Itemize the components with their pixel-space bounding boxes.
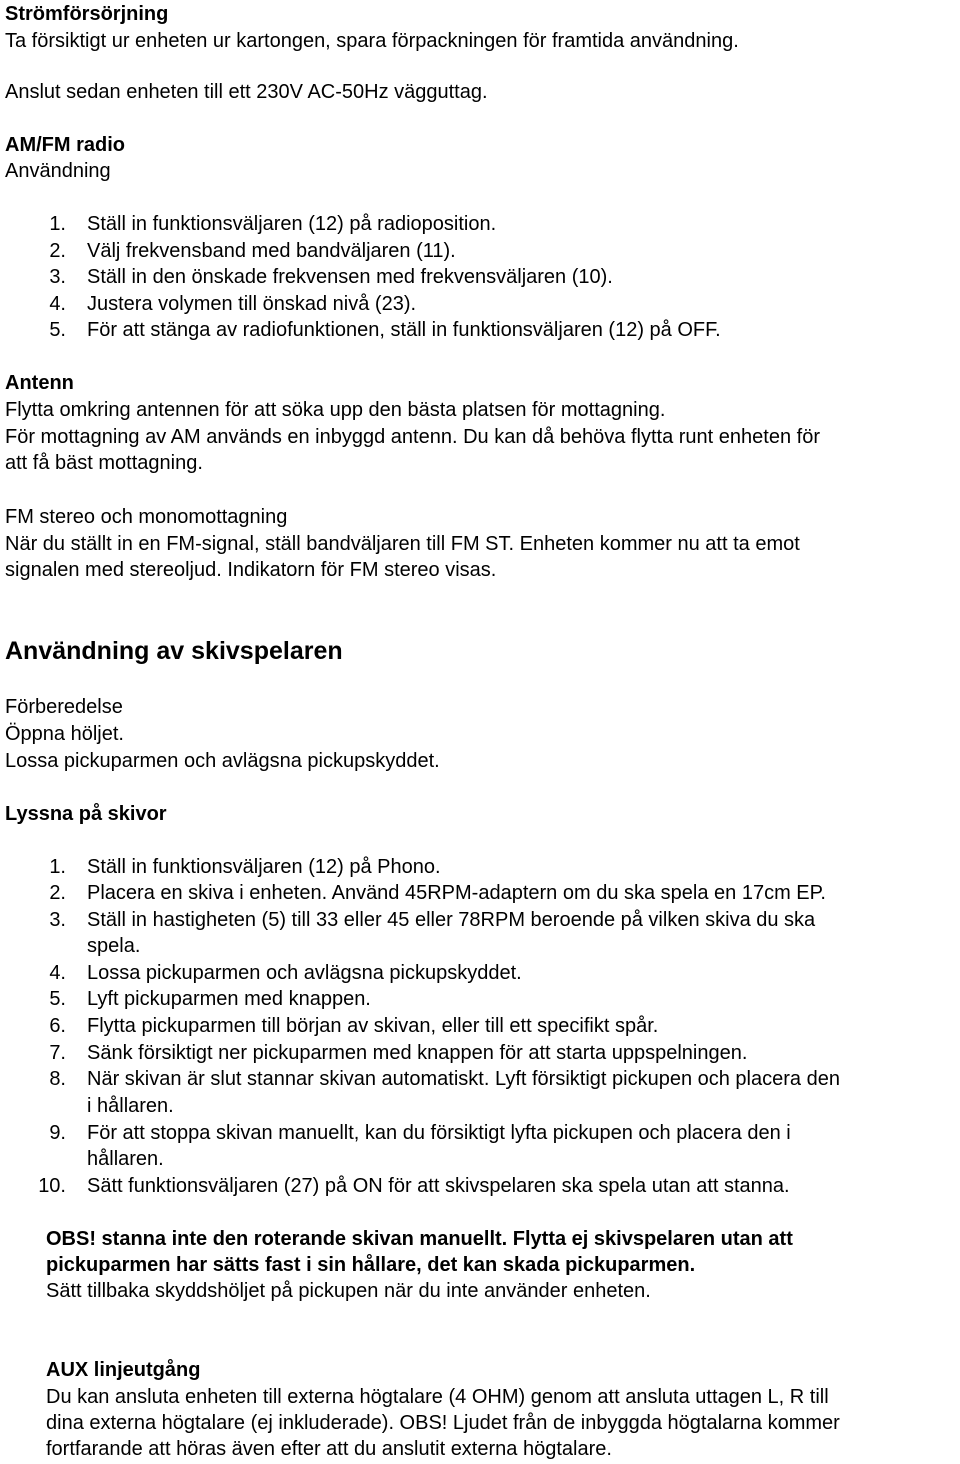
turntable-step-text: Sätt funktionsväljaren (27) på ON för att skivspelaren ska spela utan att stanna. <box>87 1175 790 1197</box>
fm-heading: FM stereo och monomottagning <box>5 506 288 528</box>
turntable-step-number: 10. <box>38 1175 66 1197</box>
turntable-step-text: Flytta pickuparmen till början av skivan, eller till ett specifikt spår. <box>87 1015 659 1037</box>
turntable-step-text: När skivan är slut stannar skivan automatiskt. Lyft försiktigt pickupen och placera den <box>87 1068 840 1090</box>
turntable-step-text: Ställ in funktionsväljaren (12) på Phono. <box>87 856 441 878</box>
turntable-step-number: 3. <box>49 909 66 931</box>
fm-line-1: När du ställt in en FM-signal, ställ bandväljaren till FM ST. Enheten kommer nu att ta emot <box>5 533 800 555</box>
turntable-step-continuation: hållaren. <box>87 1148 164 1170</box>
radio-step-number: 4. <box>49 293 66 315</box>
turntable-step-number: 9. <box>49 1122 66 1144</box>
radio-step-number: 3. <box>49 266 66 288</box>
radio-step-text: Justera volymen till önskad nivå (23). <box>87 293 417 315</box>
turntable-step-number: 1. <box>49 856 66 878</box>
antenna-line-2: För mottagning av AM används en inbyggd antenn. Du kan då behöva flytta runt enheten för <box>5 426 820 448</box>
aux-line-2: dina externa högtalare (ej inkluderade). OBS! Ljudet från de inbyggda högtalarna kommer <box>46 1412 840 1434</box>
warning-line-3: Sätt tillbaka skyddshöljet på pickupen när du inte använder enheten. <box>46 1280 651 1302</box>
turntable-step-number: 5. <box>49 988 66 1010</box>
radio-step-number: 2. <box>49 240 66 262</box>
radio-step-number: 5. <box>49 319 66 341</box>
radio-step-text: Ställ in den önskade frekvensen med frekvensväljaren (10). <box>87 266 613 288</box>
turntable-step-continuation: spela. <box>87 935 141 957</box>
prep-line-2: Lossa pickuparmen och avlägsna pickupskyddet. <box>5 750 440 772</box>
aux-line-1: Du kan ansluta enheten till externa högtalare (4 OHM) genom att ansluta uttagen L, R till <box>46 1386 829 1408</box>
radio-step-number: 1. <box>49 213 66 235</box>
turntable-step-number: 4. <box>49 962 66 984</box>
radio-step-text: Välj frekvensband med bandväljaren (11). <box>87 240 456 262</box>
prep-heading: Förberedelse <box>5 696 123 718</box>
turntable-step-text: Lossa pickuparmen och avlägsna pickupskyddet. <box>87 962 522 984</box>
prep-line-1: Öppna höljet. <box>5 723 124 745</box>
turntable-step-number: 8. <box>49 1068 66 1090</box>
listen-heading: Lyssna på skivor <box>5 803 167 825</box>
turntable-step-number: 7. <box>49 1042 66 1064</box>
antenna-line-1: Flytta omkring antennen för att söka upp den bästa platsen för mottagning. <box>5 399 666 421</box>
warning-line-2: pickuparmen har sätts fast i sin hållare, det kan skada pickuparmen. <box>46 1254 696 1276</box>
turntable-step-number: 6. <box>49 1015 66 1037</box>
warning-line-1: OBS! stanna inte den roterande skivan manuellt. Flytta ej skivspelaren utan att <box>46 1228 793 1250</box>
turntable-step-text: Sänk försiktigt ner pickuparmen med knappen för att starta uppspelningen. <box>87 1042 748 1064</box>
antenna-heading: Antenn <box>5 372 74 394</box>
aux-line-3: fortfarande att höras även efter att du anslutit externa högtalare. <box>46 1438 612 1460</box>
radio-subheading: Användning <box>5 160 111 182</box>
radio-step-text: Ställ in funktionsväljaren (12) på radioposition. <box>87 213 497 235</box>
antenna-line-3: att få bäst mottagning. <box>5 452 203 474</box>
radio-step-text: För att stänga av radiofunktionen, ställ in funktionsväljaren (12) på OFF. <box>87 319 721 341</box>
power-paragraph-1: Ta försiktigt ur enheten ur kartongen, spara förpackningen för framtida användning. <box>5 30 739 52</box>
fm-line-2: signalen med stereoljud. Indikatorn för FM stereo visas. <box>5 559 497 581</box>
aux-heading: AUX linjeutgång <box>46 1359 201 1381</box>
turntable-step-text: Placera en skiva i enheten. Använd 45RPM-adaptern om du ska spela en 17cm EP. <box>87 882 826 904</box>
turntable-step-continuation: i hållaren. <box>87 1095 174 1117</box>
radio-heading: AM/FM radio <box>5 134 125 156</box>
turntable-step-text: Lyft pickuparmen med knappen. <box>87 988 371 1010</box>
turntable-step-number: 2. <box>49 882 66 904</box>
turntable-step-text: För att stoppa skivan manuellt, kan du försiktigt lyfta pickupen och placera den i <box>87 1122 791 1144</box>
power-paragraph-2: Anslut sedan enheten till ett 230V AC-50Hz vägguttag. <box>5 81 488 103</box>
turntable-step-text: Ställ in hastigheten (5) till 33 eller 45 eller 78RPM beroende på vilken skiva du ska <box>87 909 816 931</box>
turntable-title: Användning av skivspelaren <box>5 637 343 665</box>
power-heading: Strömförsörjning <box>5 3 169 25</box>
